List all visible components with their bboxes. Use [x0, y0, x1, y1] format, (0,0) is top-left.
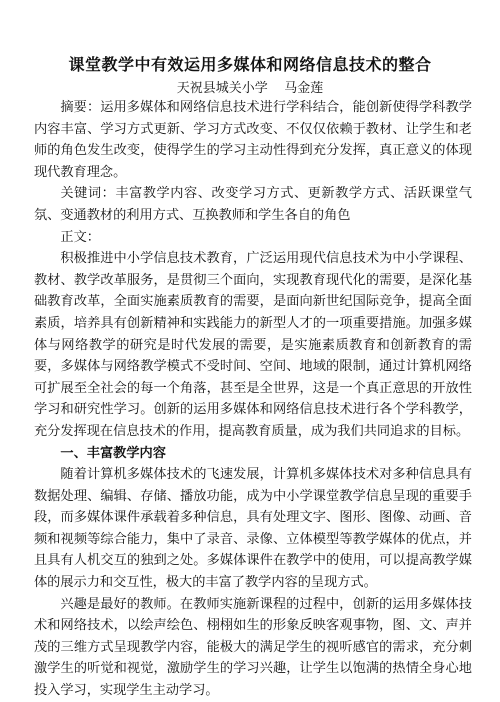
- section-paragraph-1: 随着计算机多媒体技术的飞速发展，计算机多媒体技术对多种信息具有数据处理、编辑、存储、播放功能，成为中小学课堂教学信息呈现的重要手段，而多媒体课件承载着多种信息，具有处理文字、图形、图像、动画、音频和视频等综合能力，集中了录音、录像、立体模型等教学媒体的优点，并且具有人机交互的独到之处。多媒体课件在教学中的使用，可以提高教学媒体的展示力和交互性，极大的丰富了教学内容的呈现方式。: [34, 467, 472, 591]
- section-heading: 一、丰富教学内容: [60, 445, 166, 461]
- keywords-paragraph: 关键词：丰富教学内容、改变学习方式、更新教学方式、活跃课堂气氛、变通教材的利用方式、互换教师和学生各自的角色: [34, 186, 472, 223]
- document-title: 课堂教学中有效运用多媒体和网络信息技术的整合: [68, 55, 432, 74]
- abstract-paragraph: 摘要：运用多媒体和网络信息技术进行学科结合，能创新使得学科教学内容丰富、学习方式更新、学习方式改变、不仅仅依赖于教材、让学生和老师的角色发生改变，使得学生的学习主动性得到充分发挥，真正意义的体现现代教育理念。: [34, 100, 472, 180]
- intro-paragraph: 积极推进中小学信息技术教育，广泛运用现代信息技术为中小学课程、教材、教学改革服务，是贯彻三个面向，实现教育现代化的需要，是深化基础教育改革，全面实施素质教育的需要，是面向新世纪国际竞争，提高全面素质，培养具有创新精神和实践能力的新型人才的一项重要措施。加强多媒体与网络教学的研究是时代发展的需要，是实施素质教育和创新教育的需要，多媒体与网络教学模式不受时间、空间、地域的限制，通过计算机网络可扩展至全社会的每一个角落，甚至是全世界，这是一个真正意思的开放性学习和研究性学习。创新的运用多媒体和网络信息技术进行各个学科教学，充分发挥现在信息技术的作用，提高教育质量，成为我们共同追求的目标。: [34, 251, 472, 439]
- document-body: [34, 97, 472, 702]
- body-label: 正文：: [60, 229, 100, 245]
- author-line: 天祝县城关小学 马金莲: [176, 81, 324, 96]
- section-paragraph-2: 兴趣是最好的教师。在教师实施新课程的过程中，创新的运用多媒体技术和网络技术，以绘声绘色、栩栩如生的形象反映客观事物，图、文、声并茂的三维方式呈现教学内容，能极大的满足学生的视听感官的需求，充分刺激学生的听觉和视觉，激励学生的学习兴趣，让学生以饱满的热情全身心地投入学习，实现学生主动学习。: [34, 596, 472, 699]
